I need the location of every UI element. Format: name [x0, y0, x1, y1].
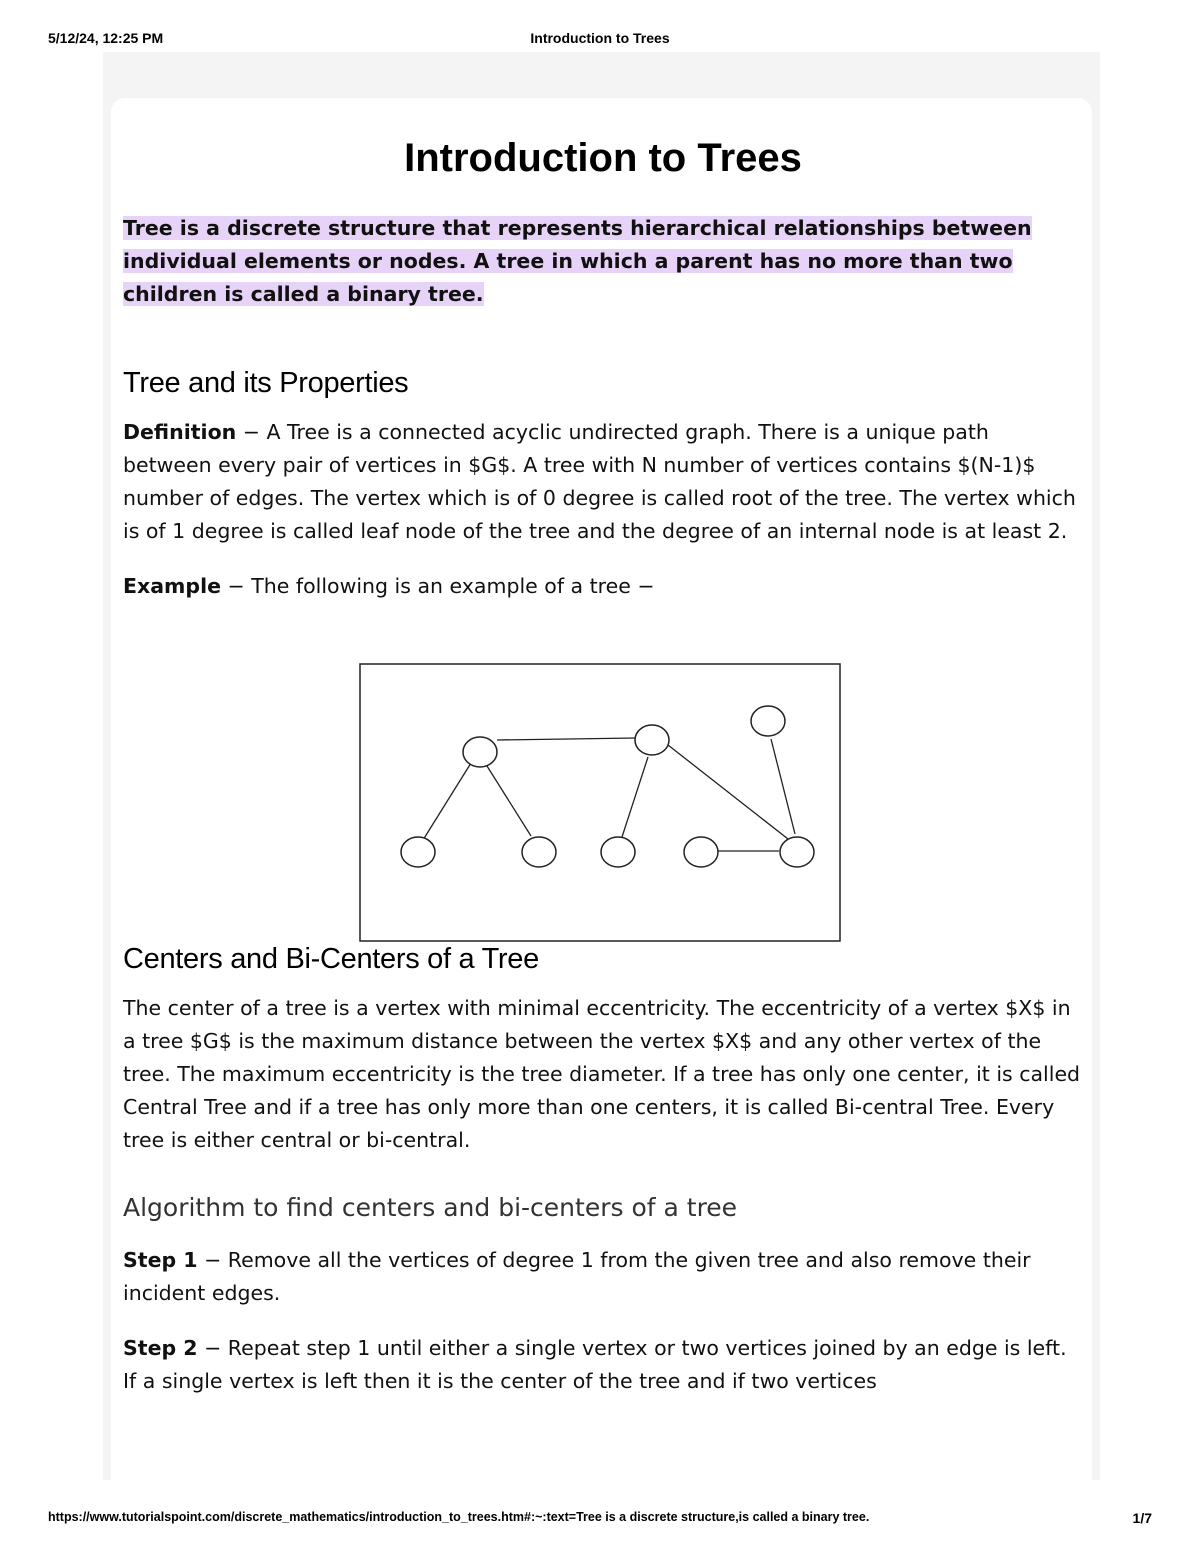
tree-diagram: [359, 663, 841, 942]
tree-vertex: [780, 837, 814, 867]
tree-vertex: [684, 837, 718, 867]
definition-label: Definition: [123, 420, 237, 444]
print-url: https://www.tutorialspoint.com/discrete_mathematics/introduction_to_trees.htm#:~:text=Tree is a discrete structure,is called a binary tree.: [48, 1510, 870, 1524]
step2-text: − Repeat step 1 until either a single vertex or two vertices joined by an edge is left. If a single vertex is left then it is the center of the tree and if two vertices: [123, 1336, 1067, 1393]
intro-paragraph: [123, 212, 1083, 311]
step1-label: Step 1: [123, 1248, 198, 1272]
step2-label: Step 2: [123, 1336, 198, 1360]
example-label: Example: [123, 574, 222, 598]
print-footer: [0, 1510, 1200, 1530]
intro-text: is a discrete structure that represents hierarchical relationships between individual elements or nodes. A tree in which a parent has no more than two children is called a binary tree.: [123, 216, 1032, 306]
intro-highlight: [123, 216, 1032, 306]
print-header: [0, 30, 1200, 50]
page-title: Introduction to Trees: [404, 136, 802, 180]
centers-paragraph: The center of a tree is a vertex with minimal eccentricity. The eccentricity of a vertex $X$ in a tree $G$ is the maximum distance between the vertex $X$ and any other vertex of the tree. The maximum eccentricity is the tree diameter. If a tree has only one center, it is called Central Tree and if a tree has only more than one centers, it is called Bi-central Tree. Every tree is either central or bi-central.: [123, 996, 1081, 1152]
section-heading-tree-properties: Tree and its Properties: [123, 367, 409, 399]
example-paragraph: [123, 570, 1083, 603]
intro-term: Tree: [123, 216, 173, 240]
tree-vertex: [463, 737, 497, 767]
print-page-number: 1/7: [1132, 1510, 1152, 1526]
tree-vertex: [635, 725, 669, 755]
definition-text: − A Tree is a connected acyclic undirected graph. There is a unique path between every pair of vertices in $G$. A tree with N number of vertices contains $(N-1)$ number of edges. The vertex which is of 0 degree is called root of the tree. The vertex which is of 1 degree is called leaf node of the tree and the degree of an internal node is at least 2.: [123, 420, 1076, 543]
step2-paragraph: [123, 1332, 1083, 1398]
example-text: − The following is an example of a tree −: [221, 574, 655, 598]
print-datetime: 5/12/24, 12:25 PM: [48, 30, 164, 46]
tree-vertex: [751, 706, 785, 736]
definition-paragraph: [123, 416, 1083, 548]
print-title: Introduction to Trees: [530, 30, 670, 46]
step1-text: − Remove all the vertices of degree 1 from the given tree and also remove their incident edges.: [123, 1248, 1031, 1305]
step1-paragraph: [123, 1244, 1083, 1310]
tree-vertex: [401, 837, 435, 867]
tree-vertex: [601, 837, 635, 867]
section-heading-centers: Centers and Bi-Centers of a Tree: [123, 943, 539, 975]
tree-vertex: [522, 837, 556, 867]
subsection-heading-algorithm: Algorithm to find centers and bi-centers of a tree: [123, 1193, 738, 1222]
